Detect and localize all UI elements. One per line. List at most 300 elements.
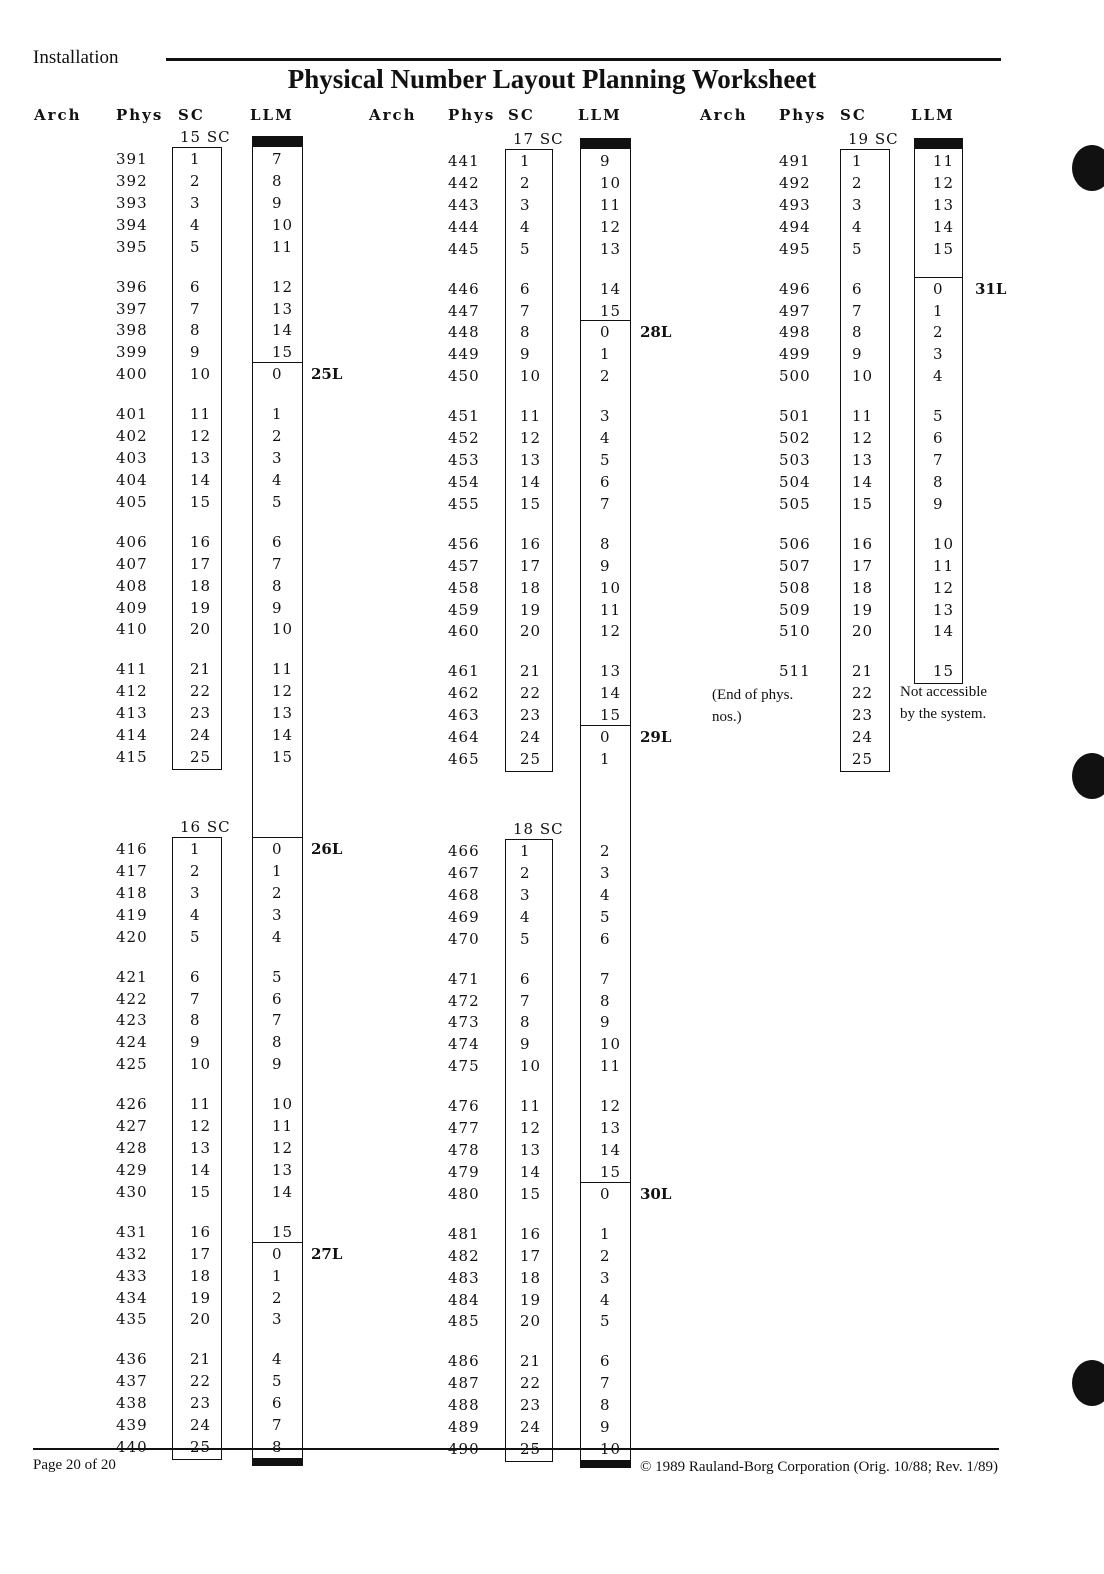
- footer-rule: [33, 1448, 999, 1450]
- sc-number: 25: [852, 750, 874, 768]
- llm-number: 3: [933, 345, 944, 364]
- sc-number: 13: [190, 449, 212, 467]
- llm-number: 4: [272, 1350, 283, 1369]
- phys-number: 504: [779, 472, 811, 491]
- phys-number: 457: [448, 556, 480, 575]
- sc-number: 22: [190, 682, 212, 701]
- phys-number: 445: [448, 239, 480, 258]
- phys-number: 491: [779, 152, 811, 170]
- sc-number: 1: [852, 152, 863, 170]
- phys-number: 396: [116, 277, 148, 296]
- sc-number: 23: [852, 706, 874, 725]
- column-header-sc: SC: [840, 106, 867, 124]
- sc-number: 24: [520, 728, 542, 747]
- sc-number: 8: [520, 1013, 531, 1032]
- llm-number: 5: [272, 1372, 283, 1391]
- phys-number: 446: [448, 279, 480, 298]
- column-header-arch: Arch: [369, 106, 417, 124]
- phys-number: 472: [448, 991, 480, 1010]
- llm-number: 10: [600, 578, 622, 597]
- phys-number: 510: [779, 622, 811, 641]
- llm-number: 6: [933, 429, 944, 448]
- phys-number: 507: [779, 556, 811, 575]
- phys-number: 489: [448, 1418, 480, 1437]
- llm-number: 4: [933, 367, 944, 386]
- phys-number: 490: [448, 1440, 480, 1458]
- llm-number: 11: [272, 660, 294, 679]
- llm-number: 1: [600, 345, 611, 364]
- phys-number: 402: [116, 427, 148, 446]
- llm-number: 4: [600, 429, 611, 448]
- sc-number: 9: [520, 345, 531, 364]
- phys-number: 462: [448, 684, 480, 703]
- sc-number: 1: [190, 150, 201, 168]
- phys-number: 408: [116, 576, 148, 595]
- llm-number: 6: [600, 472, 611, 491]
- phys-number: 456: [448, 534, 480, 553]
- sc-number: 25: [190, 748, 212, 766]
- llm-number: 8: [272, 1033, 283, 1052]
- phys-number: 404: [116, 470, 148, 489]
- llm-number: 10: [272, 1095, 294, 1114]
- llm-divider: [252, 362, 303, 363]
- phys-number: 486: [448, 1352, 480, 1371]
- sc-group-label: 17 SC: [513, 130, 564, 148]
- phys-number: 452: [448, 429, 480, 448]
- llm-number: 9: [933, 494, 944, 513]
- phys-number: 508: [779, 578, 811, 597]
- llm-number: 8: [933, 472, 944, 491]
- sc-number: 4: [520, 217, 531, 236]
- llm-number: 5: [272, 967, 283, 986]
- llm-number: 12: [272, 1139, 294, 1157]
- sc-number: 12: [520, 1119, 542, 1138]
- llm-number: 9: [600, 1013, 611, 1032]
- llm-number: 4: [600, 885, 611, 904]
- llm-number: 15: [272, 343, 294, 362]
- sc-group-label: 16 SC: [180, 818, 231, 836]
- phys-number: 459: [448, 600, 480, 619]
- phys-number: 420: [116, 927, 148, 946]
- phys-number: 495: [779, 239, 811, 258]
- phys-number: 409: [116, 598, 148, 617]
- llm-bottom-bar: [252, 1458, 303, 1466]
- sc-number: 3: [520, 885, 531, 904]
- llm-number: 0: [600, 323, 611, 342]
- llm-marker-label: 30L: [640, 1184, 672, 1203]
- llm-number: 3: [600, 407, 611, 426]
- llm-number: 0: [272, 840, 283, 858]
- sc-number: 24: [520, 1418, 542, 1437]
- column-header-arch: Arch: [34, 106, 82, 124]
- header-rule: [166, 58, 1001, 61]
- sc-number: 6: [190, 277, 201, 296]
- phys-number: 473: [448, 1013, 480, 1032]
- sc-number: 7: [190, 299, 201, 318]
- llm-number: 7: [272, 1011, 283, 1030]
- phys-number: 448: [448, 323, 480, 342]
- llm-number: 15: [933, 662, 955, 681]
- llm-number: 5: [600, 1312, 611, 1331]
- llm-number: 12: [933, 173, 955, 192]
- sc-number: 4: [520, 907, 531, 926]
- sc-number: 7: [520, 991, 531, 1010]
- llm-divider: [580, 725, 631, 726]
- phys-number: 454: [448, 472, 480, 491]
- phys-number: 428: [116, 1139, 148, 1157]
- sc-group-label: 19 SC: [848, 130, 899, 148]
- sc-number: 20: [190, 1310, 212, 1329]
- llm-number: 9: [600, 556, 611, 575]
- sc-number: 5: [520, 239, 531, 258]
- sc-number: 24: [852, 728, 874, 747]
- sc-number: 22: [520, 684, 542, 703]
- llm-number: 11: [600, 195, 622, 214]
- llm-number: 5: [272, 492, 283, 511]
- sc-number: 21: [520, 1352, 542, 1371]
- phys-number: 488: [448, 1396, 480, 1415]
- sc-number: 16: [520, 1224, 542, 1243]
- phys-number: 429: [116, 1160, 148, 1179]
- llm-number: 11: [272, 237, 294, 256]
- sc-number: 19: [520, 600, 542, 619]
- phys-number: 416: [116, 840, 148, 858]
- phys-number: 471: [448, 969, 480, 988]
- llm-number: 14: [272, 1182, 294, 1201]
- sc-number: 9: [190, 1033, 201, 1052]
- column-header-sc: SC: [508, 106, 535, 124]
- llm-number: 15: [272, 748, 294, 766]
- phys-number: 463: [448, 706, 480, 725]
- column-header-arch: Arch: [700, 106, 748, 124]
- phys-number: 450: [448, 367, 480, 386]
- phys-number: 437: [116, 1372, 148, 1391]
- sc-number: 18: [190, 576, 212, 595]
- sc-number: 12: [190, 427, 212, 446]
- phys-number: 478: [448, 1141, 480, 1159]
- sc-number: 17: [520, 556, 542, 575]
- llm-number: 2: [600, 842, 611, 860]
- llm-number: 11: [600, 600, 622, 619]
- llm-number: 10: [600, 1440, 622, 1458]
- llm-number: 11: [933, 152, 955, 170]
- sc-number: 3: [190, 193, 201, 212]
- phys-number: 395: [116, 237, 148, 256]
- sc-number: 9: [852, 345, 863, 364]
- phys-number: 505: [779, 494, 811, 513]
- llm-number: 10: [272, 620, 294, 639]
- sc-number: 7: [852, 301, 863, 320]
- sc-number: 17: [852, 556, 874, 575]
- llm-number: 1: [272, 861, 283, 880]
- sc-number: 11: [852, 407, 874, 426]
- phys-number: 453: [448, 451, 480, 469]
- llm-number: 2: [600, 367, 611, 386]
- phys-number: 498: [779, 323, 811, 342]
- llm-number: 15: [600, 1162, 622, 1181]
- phys-number: 481: [448, 1224, 480, 1243]
- sc-number: 13: [852, 451, 874, 469]
- sc-number: 19: [852, 600, 874, 619]
- copyright-notice: © 1989 Rauland-Borg Corporation (Orig. 10/88; Rev. 1/89): [639, 1459, 998, 1475]
- phys-number: 415: [116, 748, 148, 766]
- llm-number: 14: [600, 684, 622, 703]
- llm-number: 4: [272, 470, 283, 489]
- sc-number: 16: [190, 1222, 212, 1241]
- llm-number: 7: [933, 451, 944, 469]
- llm-number: 1: [933, 301, 944, 320]
- phys-number: 458: [448, 578, 480, 597]
- sc-number: 18: [190, 1266, 212, 1285]
- llm-number: 0: [272, 365, 283, 384]
- sc-number: 10: [520, 367, 542, 386]
- phys-number: 414: [116, 726, 148, 745]
- llm-number: 15: [272, 1222, 294, 1241]
- sc-number: 18: [520, 578, 542, 597]
- phys-number: 464: [448, 728, 480, 747]
- sc-number: 22: [852, 684, 874, 703]
- llm-number: 9: [272, 598, 283, 617]
- llm-marker-label: 27L: [311, 1244, 343, 1263]
- llm-number: 2: [272, 1288, 283, 1307]
- llm-number: 1: [272, 1266, 283, 1285]
- phys-number: 497: [779, 301, 811, 320]
- llm-number: 6: [272, 532, 283, 551]
- sc-number: 22: [520, 1374, 542, 1393]
- sc-number: 22: [190, 1372, 212, 1391]
- column-header-llm: LLM: [911, 106, 955, 124]
- sc-number: 16: [852, 534, 874, 553]
- llm-number: 0: [272, 1244, 283, 1263]
- llm-top-bar: [914, 138, 963, 148]
- sc-number: 15: [852, 494, 874, 513]
- phys-number: 443: [448, 195, 480, 214]
- sc-number: 1: [190, 840, 201, 858]
- phys-number: 436: [116, 1350, 148, 1369]
- column-header-llm: LLM: [578, 106, 622, 124]
- phys-number: 483: [448, 1268, 480, 1287]
- sc-number: 15: [520, 1184, 542, 1203]
- phys-number: 400: [116, 365, 148, 384]
- sc-number: 19: [520, 1290, 542, 1309]
- sc-number: 5: [520, 929, 531, 948]
- phys-number: 493: [779, 195, 811, 214]
- phys-number: 509: [779, 600, 811, 619]
- phys-number: 487: [448, 1374, 480, 1393]
- phys-number: 439: [116, 1416, 148, 1435]
- llm-number: 3: [272, 449, 283, 467]
- phys-number: 469: [448, 907, 480, 926]
- sc-number: 10: [190, 365, 212, 384]
- sc-number: 14: [190, 1160, 212, 1179]
- sc-number: 8: [190, 321, 201, 340]
- phys-number: 482: [448, 1246, 480, 1265]
- sc-number: 13: [520, 1141, 542, 1159]
- phys-number: 422: [116, 989, 148, 1008]
- phys-number: 485: [448, 1312, 480, 1331]
- phys-number: 479: [448, 1162, 480, 1181]
- llm-number: 6: [272, 1394, 283, 1413]
- sc-number: 17: [190, 554, 212, 573]
- llm-marker-label: 26L: [311, 840, 343, 858]
- phys-number: 480: [448, 1184, 480, 1203]
- llm-number: 13: [933, 600, 955, 619]
- llm-marker-label: 28L: [640, 323, 672, 342]
- sc-number: 10: [190, 1055, 212, 1074]
- llm-divider: [252, 1242, 303, 1243]
- llm-number: 1: [272, 405, 283, 424]
- phys-number: 442: [448, 173, 480, 192]
- phys-number: 412: [116, 682, 148, 701]
- sc-number: 24: [190, 726, 212, 745]
- phys-number: 425: [116, 1055, 148, 1074]
- phys-number: 419: [116, 905, 148, 924]
- llm-number: 4: [600, 1290, 611, 1309]
- phys-number: 501: [779, 407, 811, 426]
- phys-number: 413: [116, 704, 148, 723]
- phys-number: 455: [448, 494, 480, 513]
- llm-number: 11: [272, 1117, 294, 1136]
- sc-number: 24: [190, 1416, 212, 1435]
- phys-number: 476: [448, 1097, 480, 1116]
- llm-number: 7: [272, 554, 283, 573]
- llm-number: 7: [600, 969, 611, 988]
- binder-hole-icon: [1072, 145, 1104, 191]
- llm-number: 13: [272, 704, 294, 723]
- phys-number: 460: [448, 622, 480, 641]
- sc-number: 10: [852, 367, 874, 386]
- sc-number: 21: [190, 1350, 212, 1369]
- sc-number: 4: [190, 905, 201, 924]
- sc-number: 2: [190, 861, 201, 880]
- llm-number: 0: [933, 279, 944, 298]
- sc-number: 2: [190, 171, 201, 190]
- llm-number: 4: [272, 927, 283, 946]
- sc-number: 14: [852, 472, 874, 491]
- column-header-phys: Phys: [448, 106, 496, 124]
- sc-number: 5: [190, 927, 201, 946]
- llm-number: 5: [600, 451, 611, 469]
- sc-number: 15: [520, 494, 542, 513]
- phys-number: 398: [116, 321, 148, 340]
- sc-number: 8: [520, 323, 531, 342]
- llm-number: 14: [272, 321, 294, 340]
- llm-number: 3: [272, 1310, 283, 1329]
- phys-number: 492: [779, 173, 811, 192]
- sc-number: 21: [852, 662, 874, 681]
- llm-number: 8: [272, 1438, 283, 1456]
- llm-number: 5: [933, 407, 944, 426]
- llm-number: 7: [600, 494, 611, 513]
- sc-number: 11: [520, 1097, 542, 1116]
- phys-number: 407: [116, 554, 148, 573]
- sc-number: 5: [852, 239, 863, 258]
- phys-number: 438: [116, 1394, 148, 1413]
- end-of-phys-note: (End of phys. nos.): [712, 687, 794, 725]
- sc-number: 25: [520, 750, 542, 768]
- sc-number: 12: [520, 429, 542, 448]
- sc-number: 17: [190, 1244, 212, 1263]
- phys-number: 405: [116, 492, 148, 511]
- page-title: Physical Number Layout Planning Worksheet: [287, 64, 817, 94]
- llm-number: 6: [600, 929, 611, 948]
- sc-number: 19: [190, 598, 212, 617]
- phys-number: 427: [116, 1117, 148, 1136]
- llm-number: 7: [272, 1416, 283, 1435]
- llm-divider: [580, 1182, 631, 1183]
- sc-number: 9: [520, 1035, 531, 1054]
- llm-number: 8: [600, 1396, 611, 1415]
- sc-number: 3: [190, 883, 201, 902]
- llm-marker-label: 31L: [975, 279, 1007, 298]
- phys-number: 500: [779, 367, 811, 386]
- phys-number: 444: [448, 217, 480, 236]
- llm-marker-label: 25L: [311, 365, 343, 384]
- llm-number: 13: [272, 299, 294, 318]
- phys-number: 411: [116, 660, 148, 679]
- phys-number: 394: [116, 215, 148, 234]
- page-number: Page 20 of 20: [33, 1457, 116, 1473]
- llm-number: 3: [272, 905, 283, 924]
- sc-number: 21: [520, 662, 542, 681]
- phys-number: 397: [116, 299, 148, 318]
- sc-number: 12: [852, 429, 874, 448]
- column-header-llm: LLM: [250, 106, 294, 124]
- llm-number: 12: [600, 1097, 622, 1116]
- llm-number: 10: [933, 534, 955, 553]
- column-header-sc: SC: [178, 106, 205, 124]
- llm-number: 13: [600, 662, 622, 681]
- llm-number: 14: [933, 217, 955, 236]
- phys-number: 433: [116, 1266, 148, 1285]
- phys-number: 392: [116, 171, 148, 190]
- llm-number: 14: [600, 279, 622, 298]
- phys-number: 503: [779, 451, 811, 469]
- sc-number: 13: [520, 451, 542, 469]
- phys-number: 475: [448, 1057, 480, 1076]
- sc-number: 14: [190, 470, 212, 489]
- not-accessible-note: Not accessible by the system.: [900, 684, 988, 722]
- llm-number: 2: [272, 883, 283, 902]
- phys-number: 423: [116, 1011, 148, 1030]
- llm-number: 15: [933, 239, 955, 258]
- sc-number: 19: [190, 1288, 212, 1307]
- sc-number: 20: [852, 622, 874, 641]
- phys-number: 403: [116, 449, 148, 467]
- column-header-phys: Phys: [779, 106, 827, 124]
- phys-number: 401: [116, 405, 148, 424]
- phys-number: 494: [779, 217, 811, 236]
- llm-top-bar: [580, 138, 631, 148]
- llm-number: 0: [600, 1184, 611, 1203]
- llm-number: 11: [600, 1057, 622, 1076]
- llm-number: 3: [600, 863, 611, 882]
- phys-number: 461: [448, 662, 480, 681]
- phys-number: 424: [116, 1033, 148, 1052]
- llm-number: 8: [272, 576, 283, 595]
- sc-number: 7: [520, 301, 531, 320]
- llm-number: 13: [600, 239, 622, 258]
- llm-divider: [580, 320, 631, 321]
- sc-number: 1: [520, 842, 531, 860]
- sc-number: 7: [190, 989, 201, 1008]
- phys-number: 393: [116, 193, 148, 212]
- llm-number: 0: [600, 728, 611, 747]
- sc-number: 17: [520, 1246, 542, 1265]
- sc-number: 1: [520, 152, 531, 170]
- sc-number: 13: [190, 1139, 212, 1157]
- sc-number: 23: [520, 706, 542, 725]
